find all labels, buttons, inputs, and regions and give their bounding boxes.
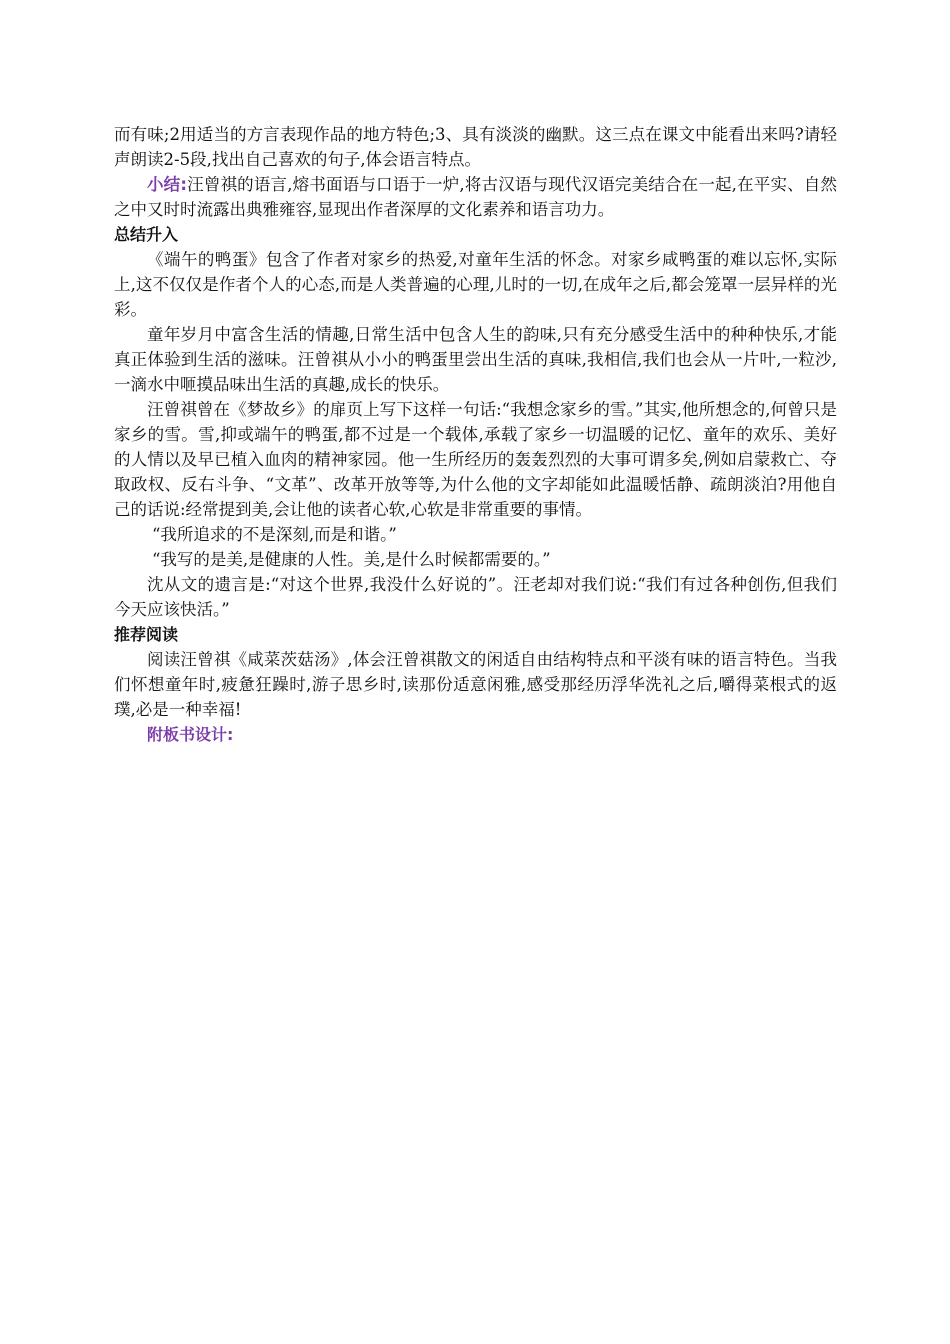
reading-paragraph: 阅读汪曾祺《咸菜茨菇汤》,体会汪曾祺散文的闲适自由结构特点和平淡有味的语言特色。当我们怀想童年时,疲惫狂躁时,游子思乡时,读那份适意闲雅,感受那经历浮华洗礼之后,嚼得菜根式的返璞,必是一种幸福! [114,650,837,719]
document-page [114,122,837,747]
summary-section-paragraph-2: 童年岁月中富含生活的情趣,日常生活中包含人生的韵味,只有充分感受生活中的种种快乐,才能真正体验到生活的滋味。汪曾祺从小小的鸭蛋里尝出生活的真味,我相信,我们也会从一片叶,一粒沙,一滴水中咂摸品味出生活的真趣,成长的快乐。 [114,325,837,394]
board-design-label: 附板书设计: [147,725,234,744]
summary-label: 小结: [147,175,187,194]
quote-harmony: “我所追求的不是深刻,而是和谐。” [152,525,397,544]
summary-section-paragraph-1: 《端午的鸭蛋》包含了作者对家乡的热爱,对童年生活的怀念。对家乡咸鸭蛋的难以忘怀,实际上,这不仅仅是作者个人的心态,而是人类普遍的心理,儿时的一切,在成年之后,都会笼罩一层异样的光彩。 [114,250,837,319]
quote-beauty: “我写的是美,是健康的人性。美,是什么时候都需要的。” [152,550,551,569]
section-heading-reading: 推荐阅读 [114,625,179,644]
section-heading-summary: 总结升入 [114,225,179,244]
summary-text: 汪曾祺的语言,熔书面语与口语于一炉,将古汉语与现代汉语完美结合在一起,在平实、自然之中又时时流露出典雅雍容,显现出作者深厚的文化素养和语言功力。 [114,175,837,219]
summary-section-paragraph-3: 汪曾祺曾在《梦故乡》的扉页上写下这样一句话:“我想念家乡的雪。”其实,他所想念的,何曾只是家乡的雪。雪,抑或端午的鸭蛋,都不过是一个载体,承载了家乡一切温暖的记忆、童年的欢乐、美好的人情以及早已植入血肉的精神家园。他一生所经历的轰轰烈烈的大事可谓多矣,例如启蒙救亡、夺取政权、反右斗争、“文革”、改革开放等等,为什么他的文字却能如此温暖恬静、疏朗淡泊?用他自己的话说:经常提到美,会让他的读者心软,心软是非常重要的事情。 [114,400,837,519]
closing-paragraph: 沈从文的遗言是:“对这个世界,我没什么好说的”。汪老却对我们说:“我们有过各种创伤,但我们今天应该快活。” [114,575,837,619]
summary-paragraph [114,172,837,222]
intro-paragraph: 而有味;2用适当的方言表现作品的地方特色;3、具有淡淡的幽默。这三点在课文中能看出来吗?请轻声朗读2-5段,找出自己喜欢的句子,体会语言特点。 [114,125,837,169]
